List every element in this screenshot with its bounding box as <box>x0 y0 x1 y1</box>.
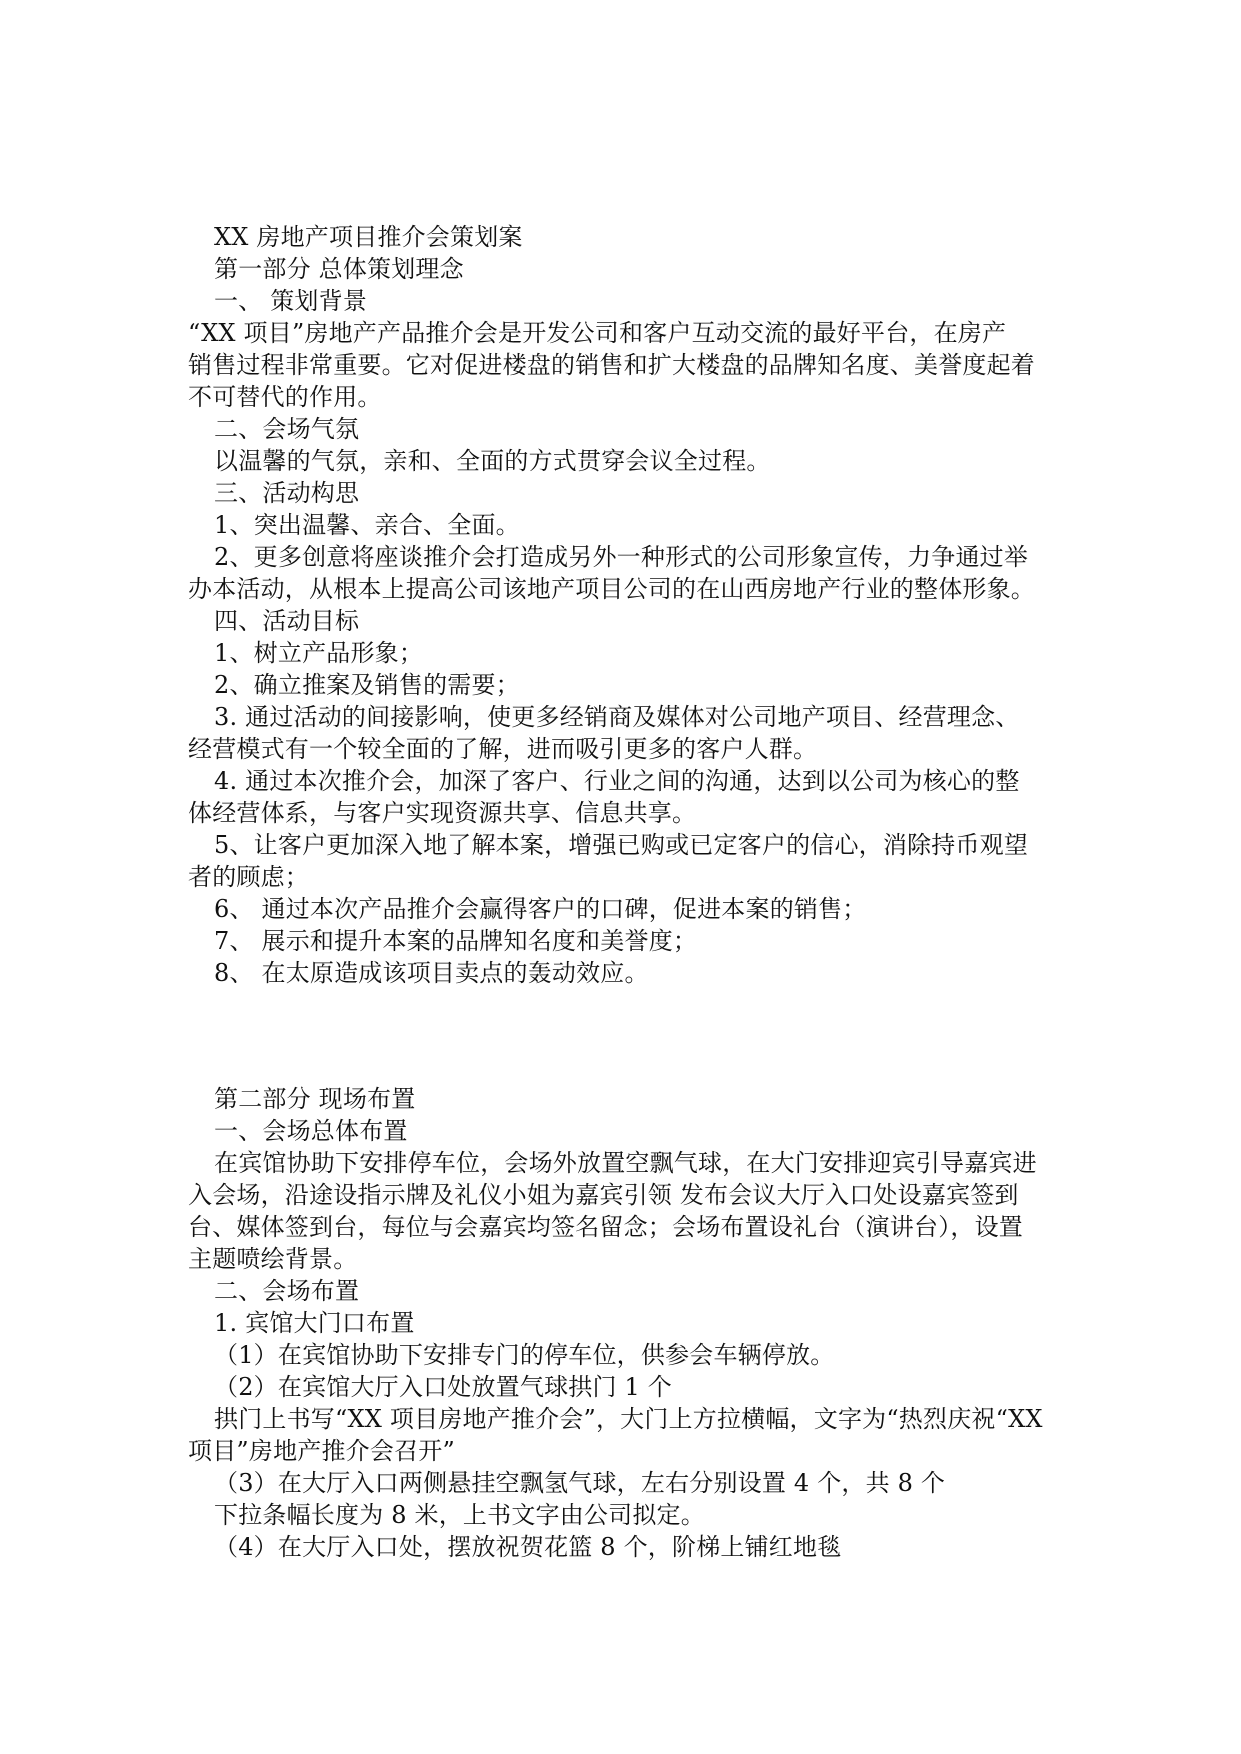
paragraph-line: 下拉条幅长度为 8 米，上书文字由公司拟定。 <box>214 1501 705 1529</box>
list-item: 8、 在太原造成该项目卖点的轰动效应。 <box>214 959 649 987</box>
list-item-continuation: 者的顾虑； <box>188 863 309 891</box>
paragraph-line: 台、媒体签到台，每位与会嘉宾均签名留念；会场布置设礼台（演讲台），设置 <box>188 1213 1023 1241</box>
list-item: （4）在大厅入口处，摆放祝贺花篮 8 个，阶梯上铺红地毯 <box>214 1533 842 1561</box>
list-item: 1、突出温馨、亲合、全面。 <box>214 511 520 539</box>
section-heading: 二、会场气氛 <box>214 415 360 443</box>
section-heading: 二、会场布置 <box>214 1277 360 1305</box>
list-item: 7、 展示和提升本案的品牌知名度和美誉度； <box>214 927 698 955</box>
paragraph-line: 不可替代的作用。 <box>188 383 382 411</box>
list-item-continuation: 体经营体系，与客户实现资源共享、信息共享。 <box>188 799 697 827</box>
list-item: 5、让客户更加深入地了解本案，增强已购或已定客户的信心，消除持币观望 <box>214 831 1029 859</box>
list-item: 2、确立推案及销售的需要； <box>214 671 520 699</box>
document-title: XX 房地产项目推介会策划案 <box>214 223 523 251</box>
paragraph-line: 销售过程非常重要。它对促进楼盘的销售和扩大楼盘的品牌知名度、美誉度起着 <box>188 351 1035 379</box>
list-item: 6、 通过本次产品推介会赢得客户的口碑，促进本案的销售； <box>214 895 867 923</box>
part2-heading: 第二部分 现场布置 <box>214 1085 416 1113</box>
list-item: 1、树立产品形象； <box>214 639 424 667</box>
paragraph-line: 在宾馆协助下安排停车位，会场外放置空飘气球，在大门安排迎宾引导嘉宾进 <box>214 1149 1037 1177</box>
paragraph-line: “XX 项目”房地产产品推介会是开发公司和客户互动交流的最好平台，在房产 <box>188 319 1007 347</box>
paragraph-line: 主题喷绘背景。 <box>188 1245 358 1273</box>
paragraph-line: 入会场，沿途设指示牌及礼仪小姐为嘉宾引领 发布会议大厅入口处设嘉宾签到 <box>188 1181 1019 1209</box>
list-item: （2）在宾馆大厅入口处放置气球拱门 1 个 <box>214 1373 672 1401</box>
list-item: 3. 通过活动的间接影响，使更多经销商及媒体对公司地产项目、经营理念、 <box>214 703 1020 731</box>
part1-heading: 第一部分 总体策划理念 <box>214 255 464 283</box>
paragraph-line: 拱门上书写“XX 项目房地产推介会”，大门上方拉横幅，文字为“热烈庆祝“XX <box>214 1405 1043 1433</box>
document-page <box>188 221 1058 1563</box>
list-item: 2、更多创意将座谈推介会打造成另外一种形式的公司形象宣传，力争通过举 <box>214 543 1029 571</box>
section-heading: 三、活动构思 <box>214 479 360 507</box>
list-item: （3）在大厅入口两侧悬挂空飘氢气球，左右分别设置 4 个，共 8 个 <box>214 1469 946 1497</box>
list-item: 4. 通过本次推介会，加深了客户、行业之间的沟通，达到以公司为核心的整 <box>214 767 1020 795</box>
section-heading: 一、 策划背景 <box>214 287 368 315</box>
paragraph-line: 以温馨的气氛，亲和、全面的方式贯穿会议全过程。 <box>214 447 771 475</box>
paragraph-line: 项目”房地产推介会召开” <box>188 1437 455 1465</box>
section-spacer <box>188 989 1058 1083</box>
section-heading: 一、会场总体布置 <box>214 1117 408 1145</box>
list-item-continuation: 经营模式有一个较全面的了解，进而吸引更多的客户人群。 <box>188 735 818 763</box>
section-heading: 四、活动目标 <box>214 607 360 635</box>
list-item: （1）在宾馆协助下安排专门的停车位，供参会车辆停放。 <box>214 1341 835 1369</box>
list-item-continuation: 办本活动，从根本上提高公司该地产项目公司的在山西房地产行业的整体形象。 <box>188 575 1035 603</box>
subsection-heading: 1. 宾馆大门口布置 <box>214 1309 415 1337</box>
